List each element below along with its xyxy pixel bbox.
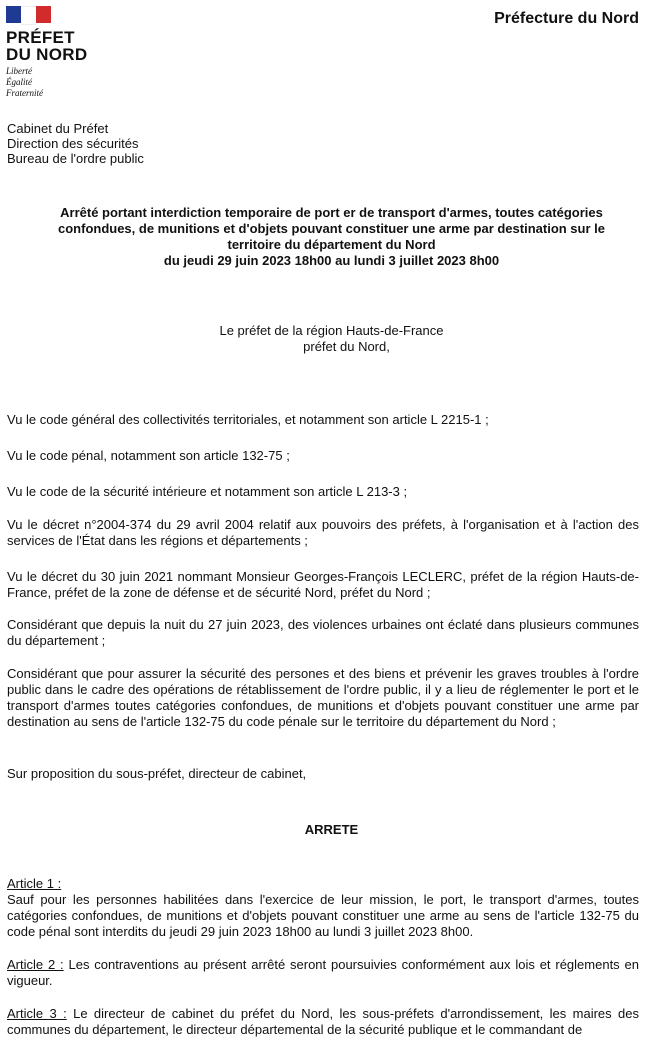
prefet-logo — [6, 6, 87, 99]
logo-line-2: DU NORD — [6, 45, 88, 64]
french-flag-icon — [6, 6, 51, 23]
visa-decret-2021: Vu le décret du 30 juin 2021 nommant Monsieur Georges-François LECLERC, préfet de la région Hauts-de-France, préfet de la zone de défense et de sécurité Nord, préfet du Nord ; — [7, 569, 639, 600]
service-cabinet: Cabinet du Préfet — [7, 121, 109, 136]
prefect-line-2: préfet du Nord, — [303, 339, 390, 354]
considerant-violences: Considérant que depuis la nuit du 27 juin 2023, des violences urbaines ont éclaté dans plusieurs communes du département ; — [7, 617, 639, 648]
article-1-label: Article 1 : — [7, 876, 62, 891]
title-line-1: Arrêté portant interdiction temporaire de port er de transport d'armes, toutes catégories — [60, 205, 603, 220]
sur-proposition: Sur proposition du sous-préfet, directeur de cabinet, — [7, 766, 307, 781]
visa-cgct: Vu le code général des collectivités territoriales, et notamment son article L 2215-1 ; — [7, 412, 489, 427]
service-bureau: Bureau de l'ordre public — [7, 151, 144, 166]
motto-liberte: Liberté — [6, 66, 32, 76]
motto-egalite: Égalité — [6, 77, 32, 87]
prefecture-title: Préfecture du Nord — [494, 10, 639, 27]
prefect-line-1: Le préfet de la région Hauts-de-France — [219, 323, 444, 338]
motto-fraternite: Fraternité — [6, 88, 43, 98]
visa-code-penal: Vu le code pénal, notamment son article 132-75 ; — [7, 448, 290, 463]
title-dates: du jeudi 29 juin 2023 18h00 au lundi 3 juillet 2023 8h00 — [163, 253, 500, 268]
service-direction: Direction des sécurités — [7, 136, 139, 151]
article-2-label: Article 2 : — [7, 957, 64, 972]
article-1-text: Sauf pour les personnes habilitées dans l'exercice de leur mission, le port, le transport d'armes, toutes catégories confondues, de munitions et d'objets pouvant constituer une arme au sens de l'article 132-75 du code pénal sont interdits du jeudi 29 juin 2023 18h00 au lundi 3 juillet 2023 8h00. — [7, 892, 639, 939]
title-line-3: territoire du département du Nord — [227, 237, 436, 252]
prefect-block — [0, 323, 663, 355]
considerant-securite: Considérant que pour assurer la sécurité des persones et des biens et prévenir les graves troubles à l'ordre public dans le cadre des opérations de rétablissement de l'ordre public, il y a lieu de réglementer le port et le transport d'armes toutes catégories confondues, de munitions et d'objets pouvant constituer une arme par destination au sens de l'article 132-75 du code pénale sur le territoire du département du Nord ; — [7, 666, 639, 729]
logo-line-1: PRÉFET — [6, 28, 75, 47]
article-1 — [7, 876, 639, 940]
article-2-text: Les contraventions au présent arrêté seront poursuivies conformément aux lois et réglements en vigueur. — [7, 957, 639, 988]
services-block — [7, 121, 144, 166]
article-2 — [7, 957, 639, 989]
article-3 — [7, 1006, 639, 1038]
visa-code-securite: Vu le code de la sécurité intérieure et notamment son article L 213-3 ; — [7, 484, 408, 499]
article-3-text: Le directeur de cabinet du préfet du Nord, les sous-préfets d'arrondissement, les maires des communes du département, le directeur départemental de la sécurité publique et le commandant de — [7, 1006, 640, 1037]
document-title — [20, 205, 643, 269]
visa-decret-2004: Vu le décret n°2004-374 du 29 avril 2004 relatif aux pouvoirs des préfets, à l'organisation et à l'action des services de l'État dans les régions et départements ; — [7, 517, 639, 548]
arrete-heading: ARRETE — [304, 822, 359, 837]
article-3-label: Article 3 : — [7, 1006, 67, 1021]
title-line-2: confondues, de munitions et d'objets pouvant constituer une arme par destination sur le — [58, 221, 605, 236]
